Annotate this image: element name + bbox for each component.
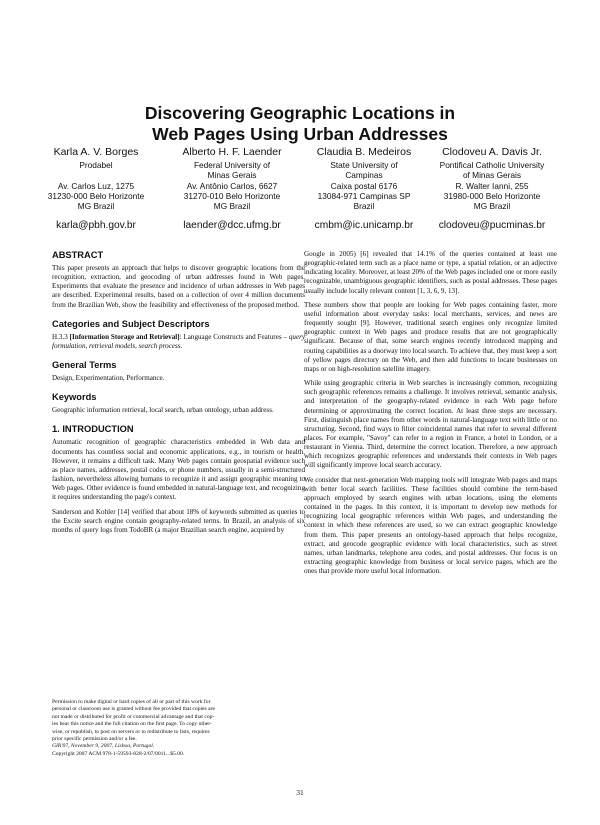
author-affiliation: Prodabel [79,160,113,170]
author-name: Clodoveu A. Davis Jr. [442,146,542,158]
title-line-2: Web Pages Using Urban Addresses [152,124,448,144]
author-address: 31230-000 Belo Horizonte [47,190,145,201]
permission-notice [52,699,288,758]
intro-paragraph-1: Automatic recognition of geographic characteristics embedded in Web data and documents has countless social and economic applications, e.g., in tourism or health. However, it remains a difficult task. Many Web pages contain geospatial evidence such as place names, addresses, postal codes, or phone numbers, usually in a semi-structured fashion, nevertheless allowing humans to recognize it and assign geographic meaning to Web pages. Other evidence is found embedded in natural-language text, and recognizing it requires understanding the page's context. [52,438,305,502]
author-block-1 [28,146,164,232]
category-name: [Information Storage and Retrieval] [69,332,180,341]
author-email: cmbm@ic.unicamp.br [314,220,414,232]
author-name: Alberto H. F. Laender [182,146,282,158]
keywords-text: Geographic information retrieval, local search, urban ontology, urban address. [52,406,274,415]
keywords-heading: Keywords [52,392,97,403]
author-address: 31270-010 Belo Horizonte [183,190,281,201]
author-email: clodoveu@pucminas.br [438,220,546,232]
permission-line: personal or classroom use is granted without fee provided that copies are [52,706,215,713]
permission-line: not made or distributed for profit or commercial advantage and that cop- [52,713,215,720]
author-address: MG Brazil [77,201,115,212]
author-affiliation: Minas Gerais [207,170,257,181]
author-affiliation: Federal University of [193,160,271,170]
author-address: 13084-971 Campinas SP [317,190,411,201]
conference-line: GIR'07, November 9, 2007, Lisboa, Portugal. [52,743,155,750]
author-affiliation: Pontifical Catholic University [439,160,545,170]
author-block-4 [424,146,560,232]
right-paragraph-2: These numbers show that people are looking for Web pages containing faster, more useful information about everyday tasks: local merchants, services, and news are frequently sought [9]. However, traditional search engines only recognize limited geographic context in Web pages and produce results that are not geographically significant. Because of that, some search engines recently introduced mapping and routing capabilities as a doorway into local search. To achieve that, they must keep a sort of yellow pages directory on the Web, and then add functions to locate businesses on maps or on high-resolution satellite imagery. [304,300,557,373]
categories-text [52,333,305,351]
author-address: Caixa postal 6176 [330,180,398,191]
author-address: R. Walter Ianni, 255 [455,180,529,191]
author-affiliation [28,170,164,180]
paper-title [0,103,600,145]
title-line-1: Discovering Geographic Locations in [144,103,456,123]
intro-paragraph-2: Sanderson and Kohler [14] verified that about 18% of keywords submitted as queries to the Excite search engine contain geography-related terms. In Brazil, an analysis of six months of query logs from TodoBR (a major Brazilian search engine, acquired by [52,507,305,534]
right-column [304,250,557,581]
author-email: laender@dcc.ufmg.br [183,220,281,232]
author-block-3 [296,146,432,232]
abstract-heading: ABSTRACT [52,250,104,260]
copyright-line: Copyright 2007 ACM 978-1-59593-828-2/07/0011...$5.00. [52,750,185,757]
category-descriptors: query formulation, retrieval models, search process. [52,332,305,350]
introduction-heading: 1. INTRODUCTION [52,424,134,435]
left-column [52,250,305,540]
categories-heading: Categories and Subject Descriptors [52,318,210,329]
author-name: Karla A. V. Borges [53,146,139,158]
permission-line: wise, or republish, to post on servers or to redistribute to lists, requires [52,728,210,735]
right-paragraph-4: We consider that next-generation Web mapping tools will integrate Web pages and maps with better local search facilities. These facilities should combine the term-based approach employed by search engines with urban locations, using the elements contained in the pages. In this context, it is important to develop new methods for recognizing local geographic references within Web pages, and understanding the context in which these references are used, so we can extract geographic knowledge from them. This paper presents an ontology-based approach that helps recognize, extract, and geocode geographic evidence with local characteristics, such as street names, urban landmarks, telephone area codes, and postal addresses. Our focus is on extracting geographic knowledge from business or local service pages, which are the ones that provide more useful local information. [304,475,557,576]
author-address: Brazil [353,201,375,212]
author-address: Av. Carlos Luz, 1275 [57,180,135,191]
author-address: MG Brazil [473,201,511,212]
author-affiliation: Campinas [345,170,383,181]
category-plain: : Language Constructs and Features – [179,332,289,341]
author-affiliation: State University of [330,160,398,170]
author-address: 31980-000 Belo Horizonte [443,190,541,201]
author-address: MG Brazil [213,201,251,212]
general-terms-text: Design, Experimentation, Performance. [52,374,165,383]
author-address: Av. Antônio Carlos, 6627 [186,180,278,191]
permission-line: prior specific permission and/or a fee. [52,736,137,743]
permission-line: Permission to make digital or hard copies of all or part of this work for [52,699,211,705]
right-paragraph-3: While using geographic criteria in Web searches is increasingly common, recognizing such geographic references remains a challenge. It involves retrieval, semantic analysis, and interpretation of the geography-related evidence in each Web page before determining or approximating the correct location. At least three steps are necessary. First, distinguish place names from other words in natural-language text with little or no structuring. Second, find ways to filter coincidental names that refer to several different places. For example, "Savoy" can refer to a region in France, a hotel in London, or a restaurant in Vienna. Third, determine the correct location. Therefore, a new approach which recognizes geographic references and understands their contexts in Web pages will significantly improve local search accuracy. [304,379,557,470]
author-affiliation: of Minas Gerais [462,170,522,181]
general-terms-heading: General Terms [52,360,117,371]
right-paragraph-1: Google in 2005) [6] revealed that 14.1% of the queries contained at least one geographic-related term such as a place name or type, a spatial relation, or an adjective indicating locality. Moreover, at least 20% of the Web pages included one or more easily recognizable, unambiguous geographic identifiers, such as postal addresses. These pages usually include locally relevant content [1, 3, 6, 9, 13]. [304,250,557,295]
abstract-text: This paper presents an approach that helps to discover geographic locations from the recognition, extraction, and geocoding of urban addresses found in Web pages. Experiments that evaluate the presence and incidence of urban addresses in Web pages are described. Experimental results, based on a collection of over 4 million documents from the Brazilian Web, show the feasibility and effectiveness of the proposed method. [52,264,305,309]
author-block-2 [164,146,300,232]
page-number: 31 [296,788,304,797]
permission-line: ies bear this notice and the full citation on the first page. To copy other- [52,721,212,728]
category-code: H.3.3 [52,332,70,341]
author-name: Claudia B. Medeiros [316,146,412,158]
author-email: karla@pbh.gov.br [56,220,136,232]
